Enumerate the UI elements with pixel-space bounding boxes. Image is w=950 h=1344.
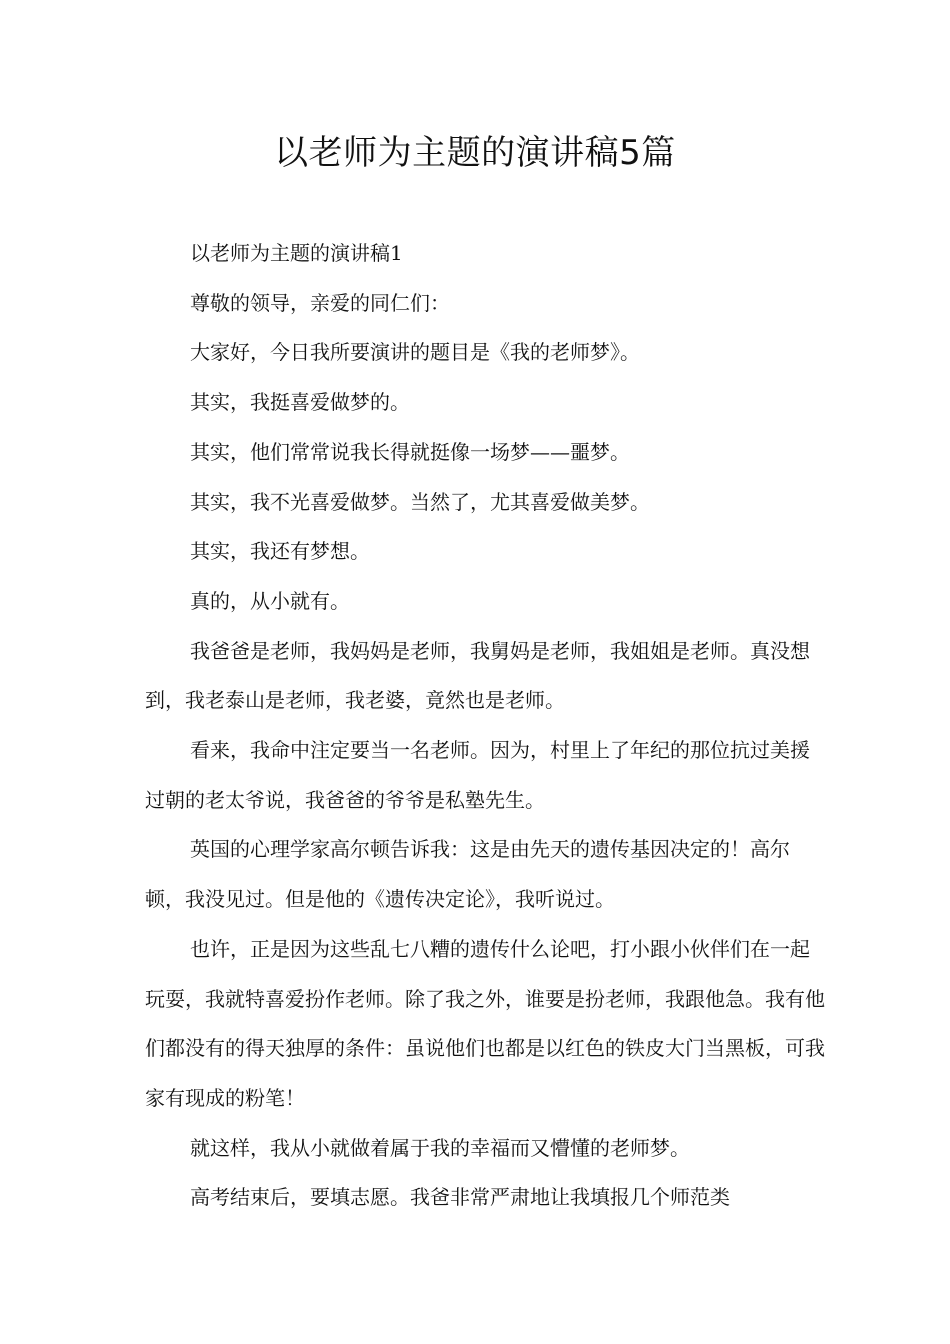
paragraph-6: 其实，我不光喜爱做梦。当然了，尤其喜爱做美梦。	[190, 489, 650, 514]
document-title: 以老师为主题的演讲稿5篇	[274, 133, 676, 173]
paragraph-7: 其实，我还有梦想。	[190, 539, 370, 564]
paragraph-8: 真的，从小就有。	[190, 588, 350, 613]
paragraph-9: 我爸爸是老师，我妈妈是老师，我舅妈是老师，我姐姐是老师。真没想到，我老泰山是老师，我老婆，竟然也是老师。	[145, 638, 810, 713]
paragraph-13: 就这样，我从小就做着属于我的幸福而又懵懂的老师梦。	[190, 1135, 690, 1160]
paragraph-5: 其实，他们常常说我长得就挺像一场梦——噩梦。	[190, 439, 630, 464]
paragraph-1: 以老师为主题的演讲稿1	[190, 241, 403, 265]
paragraph-3: 大家好，今日我所要演讲的题目是《我的老师梦》。	[190, 340, 640, 365]
paragraph-14: 高考结束后，要填志愿。我爸非常严肃地让我填报几个师范类	[190, 1185, 730, 1210]
paragraph-4: 其实，我挺喜爱做梦的。	[190, 390, 410, 415]
document-body	[145, 229, 825, 1223]
paragraph-12: 也许，正是因为这些乱七八糟的遗传什么论吧，打小跟小伙伴们在一起玩耍，我就特喜爱扮作老师。除了我之外，谁要是扮老师，我跟他急。我有他们都没有的得天独厚的条件：虽说他们也都是以红色的铁皮大门当黑板，可我家有现成的粉笔！	[145, 936, 825, 1110]
paragraph-2: 尊敬的领导，亲爱的同仁们：	[190, 290, 450, 315]
paragraph-11: 英国的心理学家高尔顿告诉我：这是由先天的遗传基因决定的！高尔顿，我没见过。但是他的《遗传决定论》，我听说过。	[145, 837, 790, 912]
paragraph-10: 看来，我命中注定要当一名老师。因为，村里上了年纪的那位抗过美援过朝的老太爷说，我爸爸的爷爷是私塾先生。	[145, 738, 810, 812]
